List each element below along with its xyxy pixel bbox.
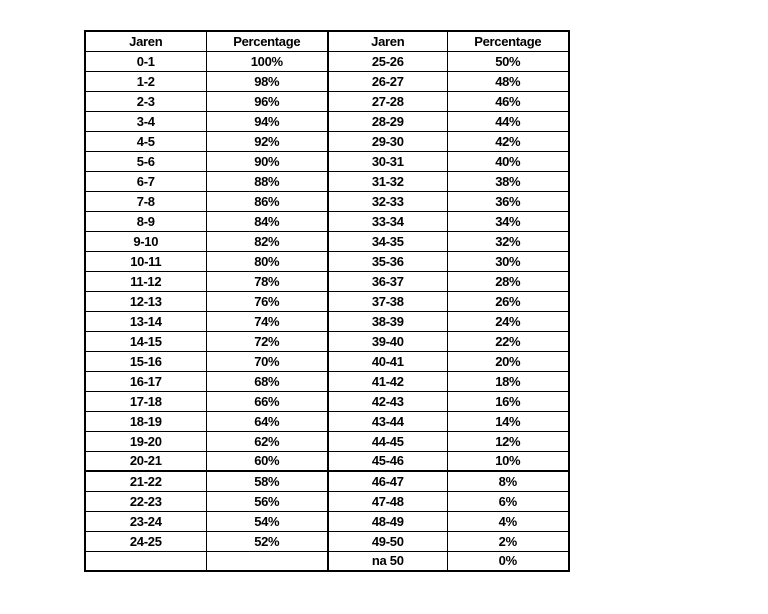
table-cell: 78% <box>206 271 328 291</box>
table-cell: 26-27 <box>328 71 447 91</box>
table-cell: 38-39 <box>328 311 447 331</box>
table-cell: 68% <box>206 371 328 391</box>
table-cell: 8% <box>447 471 569 491</box>
table-cell: 64% <box>206 411 328 431</box>
table-cell: 18-19 <box>85 411 206 431</box>
table-row <box>85 191 569 211</box>
table-cell: 18% <box>447 371 569 391</box>
table-cell: 54% <box>206 511 328 531</box>
table-cell: 76% <box>206 291 328 311</box>
table-cell: 16% <box>447 391 569 411</box>
table-row <box>85 291 569 311</box>
table-cell: 36-37 <box>328 271 447 291</box>
table-cell: 50% <box>447 51 569 71</box>
table-cell: 35-36 <box>328 251 447 271</box>
table-cell: 40-41 <box>328 351 447 371</box>
table-cell: 0% <box>447 551 569 571</box>
table-cell: 20-21 <box>85 451 206 471</box>
table-cell: 29-30 <box>328 131 447 151</box>
header-cell-percentage-left: Percentage <box>206 31 328 51</box>
table-cell: 40% <box>447 151 569 171</box>
table-cell: 48% <box>447 71 569 91</box>
table-cell: 44% <box>447 111 569 131</box>
table-cell: 47-48 <box>328 491 447 511</box>
table-row <box>85 431 569 451</box>
table-cell: 46-47 <box>328 471 447 491</box>
table-cell: 13-14 <box>85 311 206 331</box>
table-cell: 56% <box>206 491 328 511</box>
table-row <box>85 531 569 551</box>
table-row <box>85 451 569 471</box>
table-row <box>85 271 569 291</box>
table-row <box>85 311 569 331</box>
table-cell: 28% <box>447 271 569 291</box>
table-row <box>85 251 569 271</box>
table-cell: 94% <box>206 111 328 131</box>
header-row <box>85 31 569 51</box>
table-cell: 86% <box>206 191 328 211</box>
table-cell: 33-34 <box>328 211 447 231</box>
table-cell: 12% <box>447 431 569 451</box>
table-row <box>85 171 569 191</box>
table-cell: 46% <box>447 91 569 111</box>
table-cell: 6-7 <box>85 171 206 191</box>
table-cell: 14% <box>447 411 569 431</box>
table-cell: 70% <box>206 351 328 371</box>
table-cell: 80% <box>206 251 328 271</box>
table-cell: 11-12 <box>85 271 206 291</box>
table-row <box>85 211 569 231</box>
table-cell: 32% <box>447 231 569 251</box>
table-row <box>85 491 569 511</box>
table-cell: 36% <box>447 191 569 211</box>
table-row <box>85 351 569 371</box>
table-cell: 6% <box>447 491 569 511</box>
table-cell: 24-25 <box>85 531 206 551</box>
table-row <box>85 231 569 251</box>
percentage-by-years-table <box>84 30 570 572</box>
table-header <box>85 31 569 51</box>
header-cell-percentage-right: Percentage <box>447 31 569 51</box>
table-cell: 96% <box>206 91 328 111</box>
table-cell: 23-24 <box>85 511 206 531</box>
table-cell: 42-43 <box>328 391 447 411</box>
table-cell: 27-28 <box>328 91 447 111</box>
table-cell: 49-50 <box>328 531 447 551</box>
table-cell: 34% <box>447 211 569 231</box>
table-cell: 16-17 <box>85 371 206 391</box>
table-cell: 38% <box>447 171 569 191</box>
table-cell: 3-4 <box>85 111 206 131</box>
table-cell: 74% <box>206 311 328 331</box>
table-row <box>85 71 569 91</box>
table-cell <box>85 551 206 571</box>
table-row <box>85 471 569 491</box>
table-row <box>85 131 569 151</box>
table-cell: 58% <box>206 471 328 491</box>
table-cell: 10-11 <box>85 251 206 271</box>
table-cell: 39-40 <box>328 331 447 351</box>
table-row <box>85 391 569 411</box>
table-cell <box>206 551 328 571</box>
table-cell: 31-32 <box>328 171 447 191</box>
table-cell: 4% <box>447 511 569 531</box>
table-cell: 20% <box>447 351 569 371</box>
table-row <box>85 331 569 351</box>
table-cell: 5-6 <box>85 151 206 171</box>
table-cell: 92% <box>206 131 328 151</box>
table-row <box>85 411 569 431</box>
table-cell: 12-13 <box>85 291 206 311</box>
table-row <box>85 91 569 111</box>
table-row <box>85 51 569 71</box>
table-cell: 100% <box>206 51 328 71</box>
table-cell: 42% <box>447 131 569 151</box>
table-cell: 28-29 <box>328 111 447 131</box>
table-cell: 19-20 <box>85 431 206 451</box>
header-cell-jaren-left: Jaren <box>85 31 206 51</box>
table-cell: 45-46 <box>328 451 447 471</box>
table-cell: 7-8 <box>85 191 206 211</box>
table-cell: 37-38 <box>328 291 447 311</box>
table-cell: 9-10 <box>85 231 206 251</box>
table-cell: 82% <box>206 231 328 251</box>
table-cell: 52% <box>206 531 328 551</box>
table-cell: 60% <box>206 451 328 471</box>
table-cell: 0-1 <box>85 51 206 71</box>
table-cell: 1-2 <box>85 71 206 91</box>
table-cell: 26% <box>447 291 569 311</box>
table-row <box>85 151 569 171</box>
table-row <box>85 371 569 391</box>
table-row <box>85 511 569 531</box>
table-cell: 41-42 <box>328 371 447 391</box>
table-cell: 2-3 <box>85 91 206 111</box>
table-cell: 30% <box>447 251 569 271</box>
table-cell: 14-15 <box>85 331 206 351</box>
table-cell: 98% <box>206 71 328 91</box>
header-cell-jaren-right: Jaren <box>328 31 447 51</box>
table-cell: 2% <box>447 531 569 551</box>
table-cell: 88% <box>206 171 328 191</box>
table-cell: 10% <box>447 451 569 471</box>
table-cell: 62% <box>206 431 328 451</box>
table-cell: 25-26 <box>328 51 447 71</box>
table-cell: na 50 <box>328 551 447 571</box>
table-cell: 4-5 <box>85 131 206 151</box>
table-cell: 90% <box>206 151 328 171</box>
table-row <box>85 111 569 131</box>
table-row <box>85 551 569 571</box>
table-body <box>85 51 569 571</box>
table-cell: 15-16 <box>85 351 206 371</box>
table-cell: 72% <box>206 331 328 351</box>
table-cell: 21-22 <box>85 471 206 491</box>
table-cell: 66% <box>206 391 328 411</box>
table-cell: 30-31 <box>328 151 447 171</box>
table-cell: 44-45 <box>328 431 447 451</box>
table-cell: 22-23 <box>85 491 206 511</box>
table-cell: 48-49 <box>328 511 447 531</box>
table-cell: 24% <box>447 311 569 331</box>
table-cell: 34-35 <box>328 231 447 251</box>
table-cell: 84% <box>206 211 328 231</box>
table-cell: 43-44 <box>328 411 447 431</box>
table-cell: 22% <box>447 331 569 351</box>
table-cell: 8-9 <box>85 211 206 231</box>
table-cell: 17-18 <box>85 391 206 411</box>
table-cell: 32-33 <box>328 191 447 211</box>
